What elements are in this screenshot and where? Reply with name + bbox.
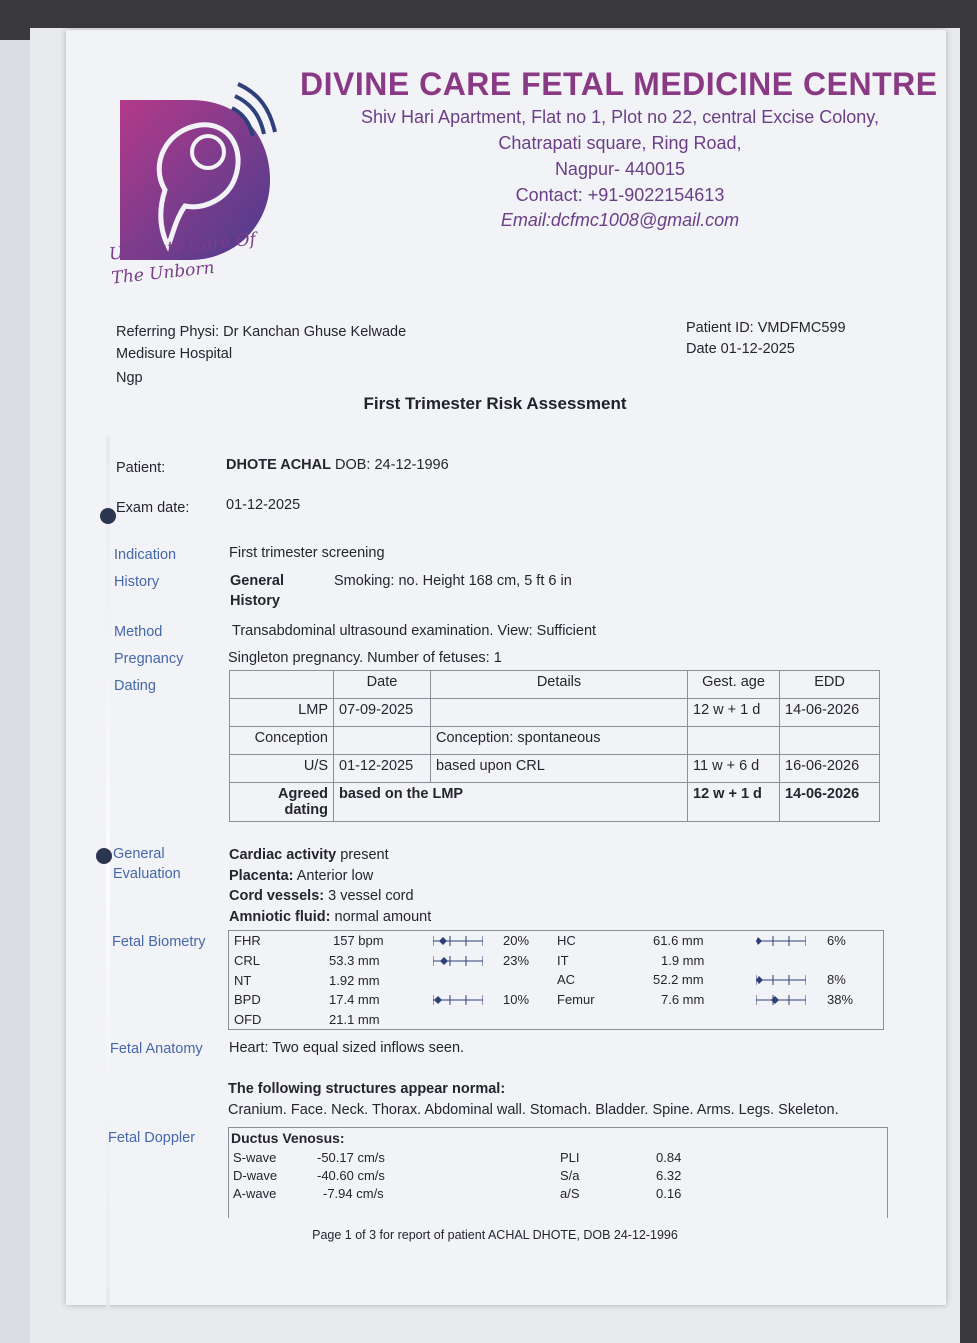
report-date: Date 01-12-2025 (686, 341, 795, 357)
biometry-name: IT (557, 953, 569, 968)
report-title: First Trimester Risk Assessment (363, 394, 627, 413)
clinic-address-line-3: Nagpur- 440015 (554, 159, 686, 179)
general-item: Cardiac activity present (229, 847, 389, 863)
agreed-details: based on the LMP (334, 783, 688, 822)
general-item: Placenta: Anterior low (229, 867, 374, 884)
percentile-gauge-icon (756, 936, 806, 946)
history-value: Smoking: no. Height 168 cm, 5 ft 6 in (334, 573, 572, 589)
biometry-name: NT (234, 973, 252, 988)
table-header-row (230, 671, 880, 699)
biometry-name: CRL (234, 953, 261, 968)
table-cell: U/S (230, 755, 334, 783)
patient-dob: DOB: 24-12-1996 (335, 457, 449, 473)
agreed-label (230, 783, 334, 822)
biometry-name: AC (557, 972, 576, 987)
binder-hole (96, 848, 112, 864)
agreed-ga: 12 w + 1 d (688, 783, 780, 822)
anatomy-normal-heading: The following structures appear normal: (228, 1081, 506, 1097)
table-header (230, 671, 334, 699)
agreed-label-2: dating (284, 802, 328, 818)
biometry-name: HC (557, 933, 576, 948)
indication-value: First trimester screening (229, 545, 385, 561)
clinic-address-line-2: Chatrapati square, Ring Road, (498, 133, 742, 153)
dating-label: Dating (114, 678, 156, 694)
referring-physician: Referring Physi: Dr Kanchan Ghuse Kelwade (116, 324, 407, 340)
doppler-heading: Ductus Venosus: (231, 1130, 345, 1146)
clinic-contact: Contact: +91-9022154613 (515, 185, 725, 205)
biometry-percentile: 10% (503, 992, 530, 1007)
pregnancy-label: Pregnancy (114, 651, 184, 667)
table-cell: 01-12-2025 (334, 755, 431, 783)
biometry-value: 7.6 mm (661, 992, 705, 1007)
doppler-index-value: 0.16 (656, 1186, 682, 1201)
biometry-percentile: 6% (827, 933, 846, 948)
general-item: Amniotic fluid: normal amount (229, 908, 432, 925)
table-cell: Conception: spontaneous (431, 727, 688, 755)
biometry-value: 53.3 mm (329, 953, 380, 968)
biometry-name: FHR (234, 933, 261, 948)
doppler-name: D-wave (233, 1168, 278, 1183)
history-sub-2: History (230, 593, 280, 609)
table-cell: 14-06-2026 (780, 699, 880, 727)
table-cell: 16-06-2026 (780, 755, 880, 783)
exam-date-label: Exam date: (116, 500, 190, 516)
biometry-value: 61.6 mm (653, 933, 704, 948)
doppler-index: a/S (560, 1186, 580, 1201)
doppler-value: -7.94 cm/s (323, 1186, 384, 1201)
table-cell (431, 699, 688, 727)
anatomy-normal-list: Cranium. Face. Neck. Thorax. Abdominal wall. Stomach. Bladder. Spine. Arms. Legs. Skeleton. (228, 1102, 839, 1118)
history-sub-1: General (230, 573, 284, 589)
clinic-name: DIVINE CARE FETAL MEDICINE CENTRE (300, 66, 938, 102)
general-label-1: General (113, 846, 165, 862)
table-cell (334, 727, 431, 755)
agreed-label-1: Agreed (278, 786, 328, 802)
method-value: Transabdominal ultrasound examination. View: Sufficient (232, 623, 597, 639)
doppler-value: -40.60 cm/s (317, 1168, 385, 1183)
table-row (230, 699, 880, 727)
biometry-name: OFD (234, 1012, 262, 1027)
doppler-label: Fetal Doppler (108, 1130, 196, 1146)
biometry-percentile: 38% (827, 992, 854, 1007)
patient-label: Patient: (116, 460, 166, 476)
history-label: History (114, 574, 160, 590)
doppler-name: S-wave (233, 1150, 277, 1165)
doppler-index-value: 6.32 (656, 1168, 682, 1183)
clinic-address-line-1: Shiv Hari Apartment, Flat no 1, Plot no 22, central Excise Colony, (361, 107, 879, 127)
biometry-value: 21.1 mm (329, 1012, 380, 1027)
biometry-value: 1.9 mm (661, 953, 705, 968)
patient-name: DHOTE ACHAL (226, 457, 331, 473)
percentile-gauge-icon (433, 995, 483, 1005)
table-cell: 07-09-2025 (334, 699, 431, 727)
pregnancy-value: Singleton pregnancy. Number of fetuses: 1 (228, 650, 502, 666)
table-cell: 12 w + 1 d (688, 699, 780, 727)
table-row-agreed (230, 783, 880, 822)
percentile-gauge-icon (756, 995, 806, 1005)
agreed-edd: 14-06-2026 (780, 783, 880, 822)
binder-ring (106, 435, 110, 1315)
biometry-value: 17.4 mm (329, 992, 380, 1007)
biometry-value: 1.92 mm (329, 973, 380, 988)
table-header: Gest. age (688, 671, 780, 699)
biometry-box (228, 930, 884, 1030)
table-row (230, 755, 880, 783)
tagline-line-2: The Unborn (110, 257, 216, 289)
biometry-percentile: 23% (503, 953, 530, 968)
table-header: Date (334, 671, 431, 699)
table-row (230, 727, 880, 755)
report-page (66, 30, 946, 1305)
table-header: EDD (780, 671, 880, 699)
biometry-name: BPD (234, 992, 261, 1007)
biometry-value: 52.2 mm (653, 972, 704, 987)
doppler-box (228, 1127, 888, 1218)
biometry-percentile: 8% (827, 972, 846, 987)
general-label-2: Evaluation (113, 866, 181, 882)
dating-table (229, 670, 880, 822)
method-label: Method (114, 624, 163, 640)
biometry-value: 157 bpm (333, 933, 384, 948)
table-cell: based upon CRL (431, 755, 688, 783)
tagline-line-1: Ultimate Care Of (108, 229, 257, 265)
table-cell (780, 727, 880, 755)
page-footer: Page 1 of 3 for report of patient ACHAL DHOTE, DOB 24-12-1996 (312, 1228, 678, 1242)
doppler-value: -50.17 cm/s (317, 1150, 385, 1165)
clinic-email: Email:dcfmc1008@gmail.com (500, 210, 740, 230)
doppler-index-value: 0.84 (656, 1150, 682, 1165)
anatomy-label: Fetal Anatomy (110, 1041, 203, 1057)
doppler-name: A-wave (233, 1186, 277, 1201)
percentile-gauge-icon (433, 936, 483, 946)
indication-label: Indication (114, 547, 177, 563)
referring-hospital: Medisure Hospital (116, 346, 233, 362)
doppler-index: PLI (560, 1150, 580, 1165)
general-item: Cord vessels: 3 vessel cord (229, 888, 414, 904)
table-header: Details (431, 671, 688, 699)
table-cell (688, 727, 780, 755)
biometry-label: Fetal Biometry (112, 934, 206, 950)
biometry-percentile: 20% (503, 933, 530, 948)
general-evaluation (229, 845, 431, 927)
biometry-name: Femur (557, 992, 595, 1007)
exam-date: 01-12-2025 (226, 497, 301, 513)
binder-hole (100, 508, 116, 524)
table-cell: 11 w + 6 d (688, 755, 780, 783)
anatomy-heart: Heart: Two equal sized inflows seen. (229, 1040, 465, 1056)
table-cell: LMP (230, 699, 334, 727)
referring-city: Ngp (116, 370, 143, 386)
patient-info (226, 457, 449, 473)
doppler-index: S/a (560, 1168, 580, 1183)
table-cell: Conception (230, 727, 334, 755)
percentile-gauge-icon (433, 956, 483, 966)
patient-id: Patient ID: VMDFMC599 (686, 320, 846, 336)
percentile-gauge-icon (756, 975, 806, 985)
